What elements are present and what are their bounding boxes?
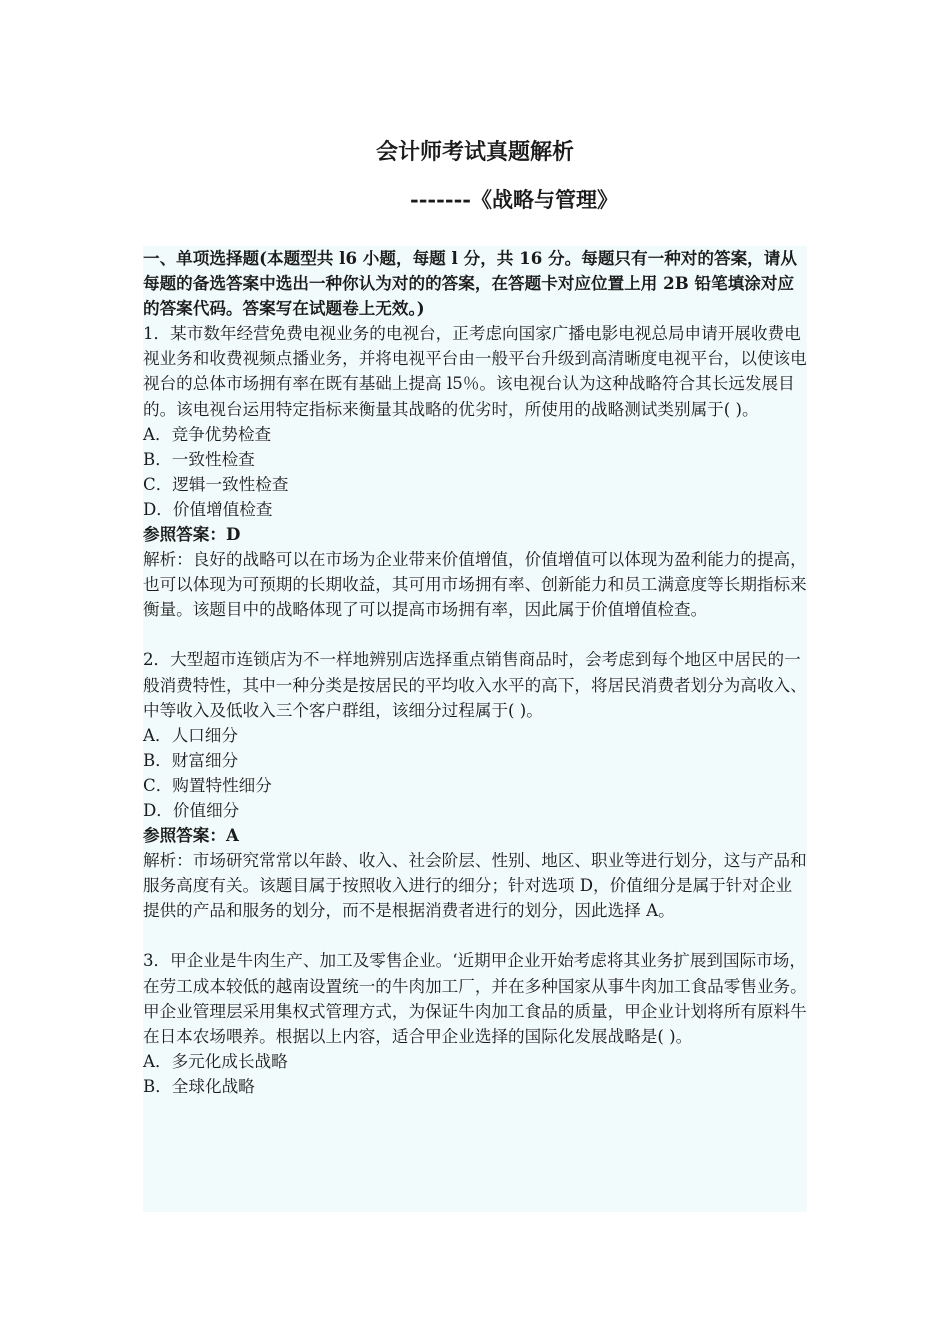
- section-heading: 一、单项选择题(本题型共 l6 小题，每题 l 分，共 16 分。每题只有一种对的答案，请从每题的备选答案中选出一种你认为对的的答案，在答题卡对应位置上用 2B 铅笔填涂对应的答案代码。答案写在试题卷上无效。): [143, 248, 797, 319]
- document-title: 会计师考试真题解析: [375, 139, 574, 165]
- spacer: [143, 622, 807, 647]
- question-2-answer: 参照答案：A: [143, 825, 239, 846]
- question-2-option-a: A．人口细分: [143, 725, 238, 745]
- question-3-option-b: B．全球化战略: [143, 1076, 255, 1096]
- question-1-option-c: C．逻辑一致性检查: [143, 474, 289, 494]
- question-1-option-d: D．价值增值检查: [143, 499, 273, 519]
- document-subtitle: -------《战略与管理》: [410, 187, 619, 212]
- question-2-option-d: D．价值细分: [143, 800, 240, 820]
- spacer: [143, 923, 807, 948]
- question-1-option-b: B．一致性检查: [143, 449, 255, 469]
- question-2-analysis: 解析：市场研究常常以年龄、收入、社会阶层、性别、地区、职业等进行划分，这与产品和服务高度有关。该题目属于按照收入进行的细分；针对选项 D，价值细分是属于针对企业提供的产品和服务的划分，而不是根据消费者进行的划分，因此选择 A。: [143, 851, 807, 921]
- question-2-stem: 2．大型超市连锁店为不一样地辨别店选择重点销售商品时，会考虑到每个地区中居民的一般消费特性，其中一种分类是按居民的平均收入水平的高下，将居民消费者划分为高收入、中等收入及低收入三个客户群组，该细分过程属于( )。: [143, 650, 807, 720]
- question-1-answer: 参照答案：D: [143, 524, 241, 545]
- question-2-option-c: C．购置特性细分: [143, 775, 272, 795]
- question-2-option-b: B．财富细分: [143, 750, 239, 770]
- question-3-stem: 3．甲企业是牛肉生产、加工及零售企业。‘近期甲企业开始考虑将其业务扩展到国际市场，在劳工成本较低的越南设置统一的牛肉加工厂，并在多种国家从事牛肉加工食品零售业务。甲企业管理层采用集权式管理方式，为保证牛肉加工食品的质量，甲企业计划将所有原料牛在日本农场喂养。根据以上内容，适合甲企业选择的国际化发展战略是( )。: [143, 951, 807, 1046]
- question-1-analysis: 解析：良好的战略可以在市场为企业带来价值增值，价值增值可以体现为盈利能力的提高，也可以体现为可预期的长期收益，其可用市场拥有率、创新能力和员工满意度等长期指标来衡量。该题目中的战略体现了可以提高市场拥有率，因此属于价值增值检查。: [143, 550, 807, 620]
- document-body: [143, 246, 807, 1212]
- question-3-option-a: A．多元化成长战略: [143, 1051, 288, 1071]
- question-1-stem: 1．某市数年经营免费电视业务的电视台，正考虑向国家广播电影电视总局申请开展收费电视业务和收费视频点播业务，并将电视平台由一般平台升级到高清晰度电视平台，以使该电视台的总体市场拥有率在既有基础上提高 l5％。该电视台认为这种战略符合其长远发展目的。该电视台运用特定指标来衡量其战略的优劣时，所使用的战略测试类别属于( )。: [143, 324, 807, 419]
- question-1-option-a: A．竞争优势检查: [143, 424, 272, 444]
